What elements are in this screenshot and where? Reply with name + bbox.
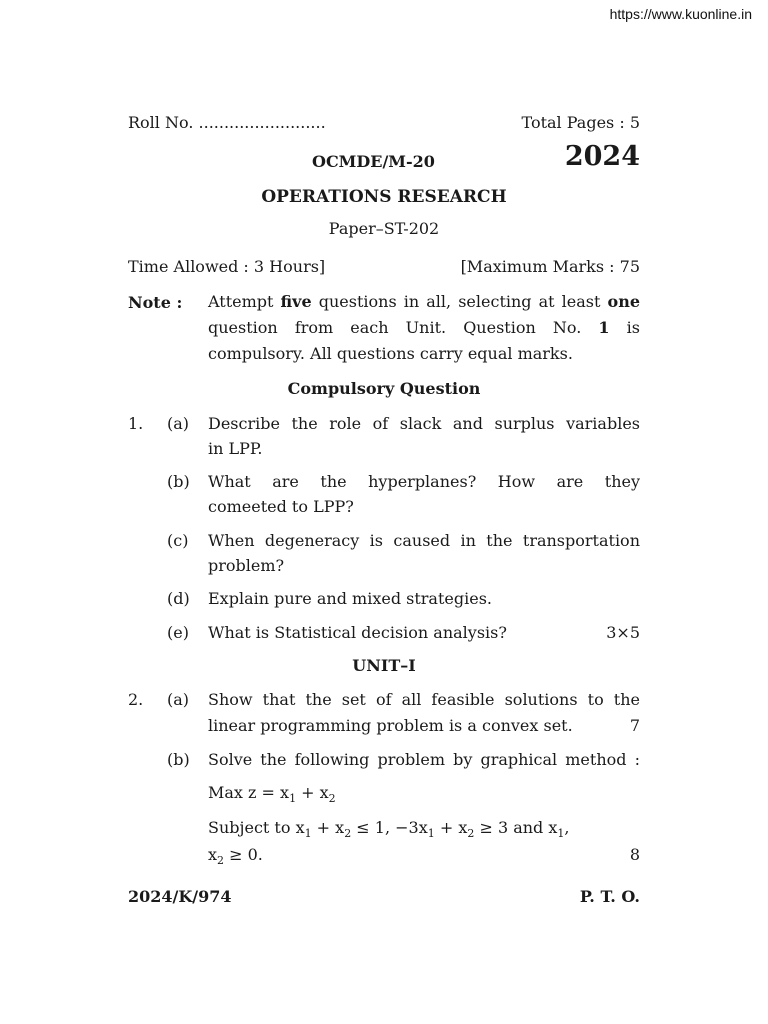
time-allowed: Time Allowed : 3 Hours] — [128, 257, 326, 276]
part-label: (b) — [167, 750, 190, 769]
paper-code: OCMDE/M-20 — [312, 152, 435, 171]
part-label: (b) — [167, 472, 190, 491]
marks-allocation: 7 — [629, 716, 640, 735]
question-text: Solve the following problem by graphical method : — [208, 750, 640, 769]
compulsory-heading: Compulsory Question — [287, 379, 481, 398]
marks-allocation: 3×5 — [606, 623, 640, 642]
roll-number: Roll No. ......................... — [128, 113, 326, 132]
question-text: linear programming problem is a convex set. — [208, 716, 573, 735]
question-text: Explain pure and mixed strategies. — [208, 589, 492, 608]
marks-allocation: 8 — [629, 845, 640, 864]
question-text: Show that the set of all feasible solutions to the — [208, 690, 640, 709]
exam-year: 2024 — [564, 141, 640, 172]
question-number: 1. — [128, 414, 144, 433]
question-number: 2. — [128, 690, 144, 709]
question-text: problem? — [208, 556, 285, 575]
question-text: What is Statistical decision analysis? — [208, 623, 507, 642]
source-url[interactable]: https://www.kuonline.in — [609, 6, 752, 22]
note-text: Attempt five questions in all, selecting at least one question from each Unit. Question No. 1 is compulsory. All questions carry equal marks. — [208, 292, 641, 363]
question-text: in LPP. — [208, 439, 263, 458]
part-label: (d) — [167, 589, 190, 608]
question-text: comeeted to LPP? — [208, 497, 354, 516]
pto-label: P. T. O. — [579, 887, 640, 906]
subject-title: OPERATIONS RESEARCH — [261, 187, 507, 207]
question-text: When degeneracy is caused in the transportation — [208, 531, 640, 550]
total-pages: Total Pages : 5 — [521, 113, 640, 132]
constraints: Subject to $x_1 + x_2 \le 1$, $-3x_1 + x_2 \ge 3$ and $x_1$, — [208, 818, 570, 840]
note-label: Note : — [128, 293, 183, 312]
maximum-marks: [Maximum Marks : 75 — [460, 257, 640, 276]
unit-heading: UNIT–I — [352, 656, 416, 675]
paper-number: Paper–ST-202 — [328, 219, 440, 238]
footer-code: 2024/K/974 — [128, 887, 232, 906]
part-label: (c) — [167, 531, 189, 550]
question-text: What are the hyperplanes? How are they — [208, 472, 640, 491]
question-text: Describe the role of slack and surplus variables — [208, 414, 640, 433]
part-label: (e) — [167, 623, 189, 642]
non-negativity: $x_2 \ge 0$. — [208, 845, 263, 867]
part-label: (a) — [167, 414, 190, 433]
objective-function: Max $z = x_1 + x_2$ — [208, 783, 336, 805]
part-label: (a) — [167, 690, 190, 709]
